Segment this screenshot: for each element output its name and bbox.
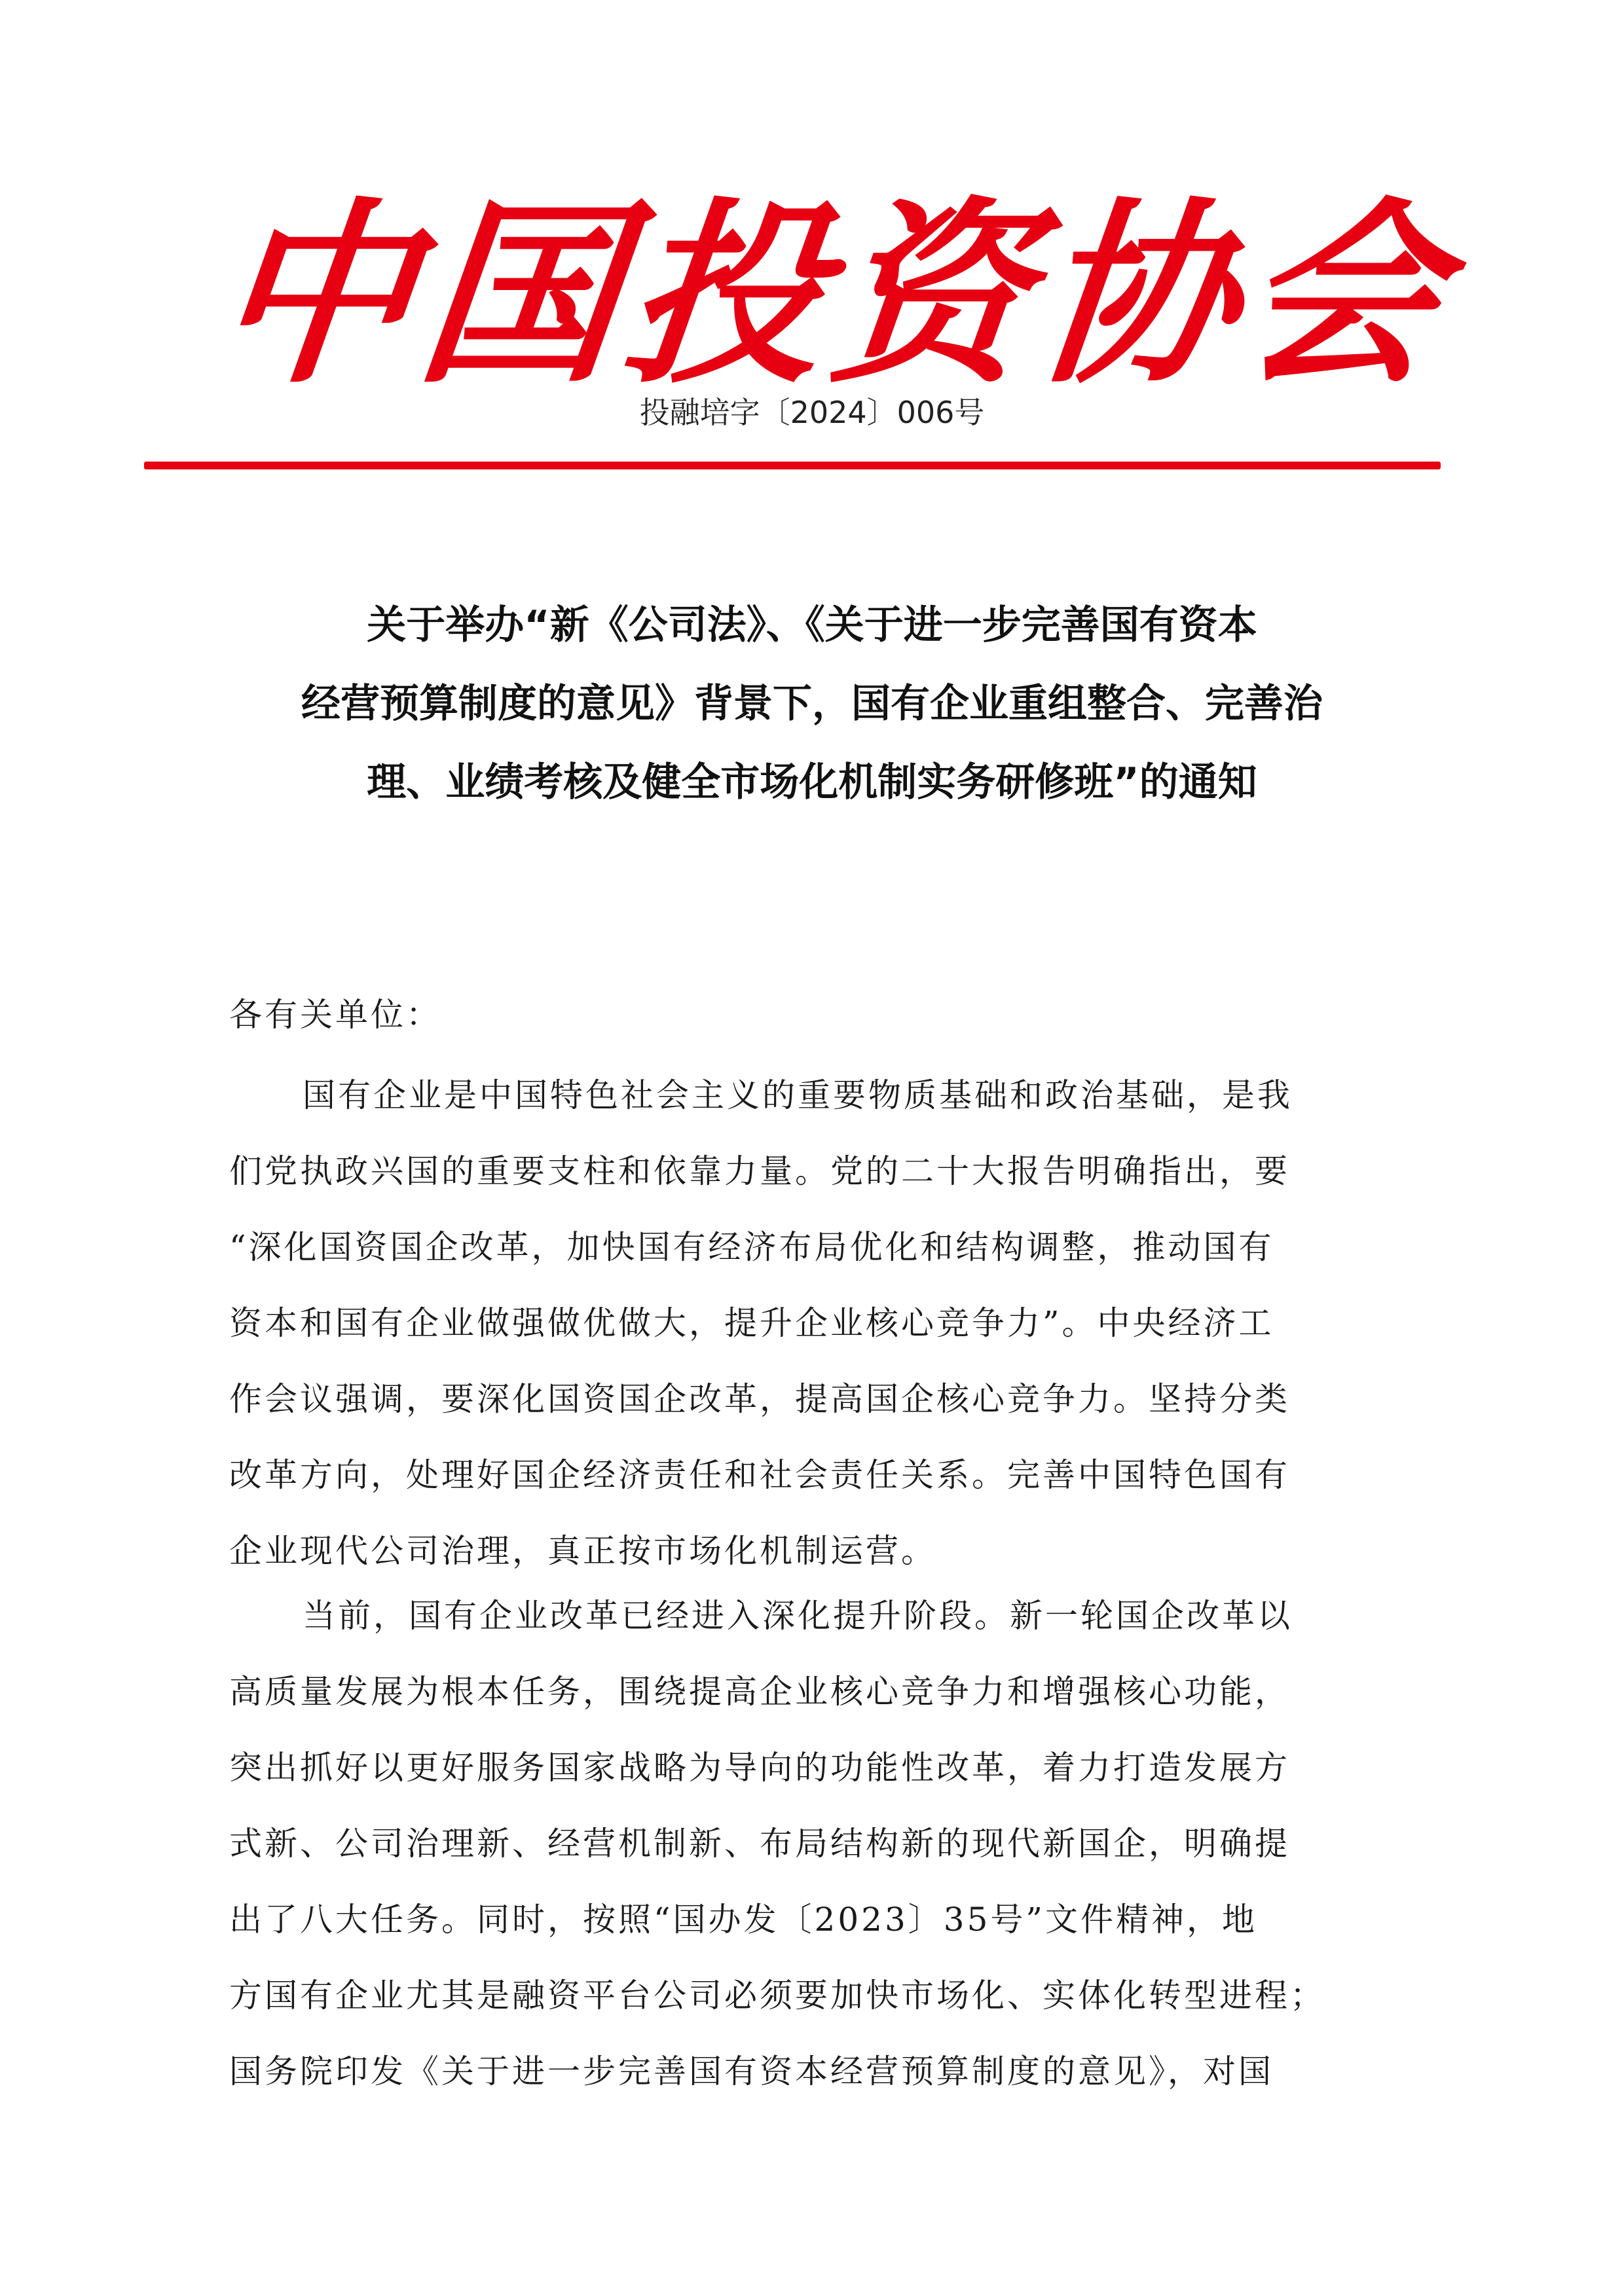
title-line: 经营预算制度的意见》背景下，国有企业重组整合、完善治 [301, 681, 1323, 727]
body-line: 资本和国有企业做强做优做大，提升企业核心竞争力”。中央经济工 [229, 1304, 1274, 1342]
body-line: 突出抓好以更好服务国家战略为导向的功能性改革，着力打造发展方 [229, 1749, 1290, 1787]
body-line: 企业现代公司治理，真正按市场化机制运营。 [229, 1532, 936, 1570]
letterhead-char: 国 [409, 179, 631, 410]
body-line: 作会议强调，要深化国资国企改革，提高国企核心竞争力。坚持分类 [229, 1380, 1290, 1418]
letterhead-char: 资 [821, 179, 1042, 410]
body-line: 高质量发展为根本任务，围绕提高企业核心竞争力和增强核心功能， [229, 1673, 1290, 1711]
document-title [190, 586, 1434, 822]
body-line: 们党执政兴国的重要支柱和依靠力量。党的二十大报告明确指出，要 [229, 1152, 1290, 1190]
body-line: 当前，国有企业改革已经进入深化提升阶段。新一轮国企改革以 [303, 1597, 1293, 1635]
letterhead-divider [144, 462, 1441, 469]
body-line: 改革方向，处理好国企经济责任和社会责任关系。完善中国特色国有 [229, 1456, 1290, 1494]
letterhead-org-name [204, 177, 1453, 412]
body-line: 式新、公司治理新、经营机制新、布局结构新的现代新国企，明确提 [229, 1825, 1290, 1863]
body-paragraph-2 [229, 1578, 1356, 2109]
body-line: 出了八大任务。同时，按照“国办发〔2023〕35号”文件精神，地 [229, 1901, 1257, 1939]
title-line: 关于举办“新《公司法》、《关于进一步完善国有资本 [367, 602, 1257, 648]
letterhead-char: 投 [615, 179, 836, 410]
letterhead-char: 中 [204, 179, 425, 410]
letterhead-char: 会 [1232, 179, 1453, 410]
body-line: 国务院印发《关于进一步完善国有资本经营预算制度的意见》，对国 [229, 2052, 1274, 2090]
letterhead-char: 协 [1026, 179, 1247, 410]
salutation: 各有关单位： [229, 996, 441, 1034]
title-line: 理、业绩考核及健全市场化机制实务研修班”的通知 [367, 759, 1257, 805]
body-paragraph-1 [229, 1057, 1356, 1589]
body-line: 方国有企业尤其是融资平台公司必须要加快市场化、实体化转型进程； [229, 1977, 1325, 2014]
body-line: “深化国资国企改革，加快国有经济布局优化和结构调整，推动国有 [229, 1228, 1274, 1266]
body-line: 国有企业是中国特色社会主义的重要物质基础和政治基础，是我 [303, 1076, 1293, 1114]
document-number: 投融培字〔2024〕006号 [639, 395, 985, 430]
